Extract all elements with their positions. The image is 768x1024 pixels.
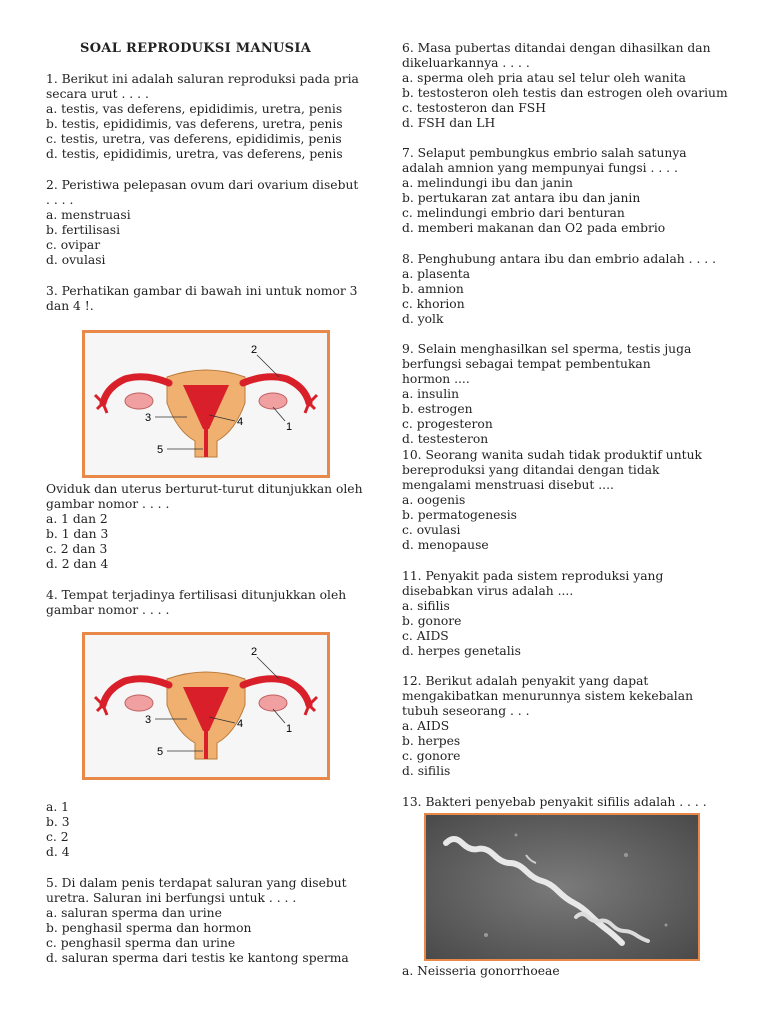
option-d: d. herpes genetalis (402, 644, 521, 658)
question-1 (46, 72, 366, 162)
uterus-diagram (85, 333, 327, 475)
option-c: c. penghasil sperma dan urine (46, 936, 236, 950)
option-d: d. testis, epididimis, uretra, vas deferens, penis (46, 147, 343, 161)
question-2 (46, 178, 366, 268)
question-stem: 4. Tempat terjadinya fertilisasi ditunjukkan oleh gambar nomor . . . . (46, 588, 347, 617)
option-d: d. FSH dan LH (402, 116, 496, 130)
figure-label-4: 4 (237, 416, 244, 428)
option-d: d. ovulasi (46, 253, 106, 267)
option-d: d. sifilis (402, 764, 451, 778)
option-c: c. 2 (46, 830, 69, 844)
question-stem: 12. Berikut adalah penyakit yang dapat mengakibatkan menurunnya sistem kekebalan tubuh seseorang . . . (402, 674, 693, 718)
option-c: c. testis, uretra, vas deferens, epididimis, penis (46, 132, 342, 146)
option-c: c. AIDS (402, 629, 449, 643)
reproductive-organ-figure-2 (82, 632, 330, 780)
question-stem: 13. Bakteri penyebab penyakit sifilis adalah . . . . (402, 795, 707, 809)
question-13-options (402, 964, 732, 979)
question-4-options (46, 800, 366, 860)
option-a: a. Neisseria gonorrhoeae (402, 964, 560, 978)
figure-label-2: 2 (251, 646, 258, 658)
option-c: c. ovipar (46, 238, 101, 252)
page-title: SOAL REPRODUKSI MANUSIA (80, 41, 312, 56)
option-a: a. 1 dan 2 (46, 512, 108, 526)
question-13 (402, 795, 732, 810)
option-a: a. insulin (402, 387, 460, 401)
option-b: b. permatogenesis (402, 508, 517, 522)
option-a: a. testis, vas deferens, epididimis, uretra, penis (46, 102, 343, 116)
option-c: c. khorion (402, 297, 465, 311)
option-c: c. 2 dan 3 (46, 542, 108, 556)
option-c: c. melindungi embrio dari benturan (402, 206, 625, 220)
question-stem: 5. Di dalam penis terdapat saluran yang disebut uretra. Saluran ini berfungsi untuk . . . . (46, 876, 347, 905)
option-c: c. progesteron (402, 417, 493, 431)
question-3-prompt (46, 482, 366, 572)
option-a: a. sperma oleh pria atau sel telur oleh wanita (402, 71, 686, 85)
question-stem: 10. Seorang wanita sudah tidak produktif untuk bereproduksi yang ditandai dengan tidak mengalami menstruasi disebut .... (402, 448, 702, 492)
option-a: a. plasenta (402, 267, 471, 281)
question-stem: 7. Selaput pembungkus embrio salah satunya adalah amnion yang mempunyai fungsi . . . . (402, 146, 687, 175)
question-stem: 2. Peristiwa pelepasan ovum dari ovarium disebut . . . . (46, 178, 359, 207)
figure-label-1: 1 (286, 421, 293, 433)
figure-label-3: 3 (145, 412, 152, 424)
question-8 (402, 252, 732, 327)
question-11 (402, 569, 702, 659)
option-d: d. yolk (402, 312, 444, 326)
figure-label-4: 4 (237, 718, 244, 730)
option-d: d. menopause (402, 538, 489, 552)
question-9 (402, 342, 702, 447)
option-a: a. AIDS (402, 719, 450, 733)
option-b: b. gonore (402, 614, 462, 628)
figure-label-3: 3 (145, 714, 152, 726)
figure-label-2: 2 (251, 344, 258, 356)
question-3 (46, 284, 366, 314)
option-d: d. memberi makanan dan O2 pada embrio (402, 221, 666, 235)
question-stem: 8. Penghubung antara ibu dan embrio adalah . . . . (402, 252, 716, 266)
option-b: b. fertilisasi (46, 223, 121, 237)
option-a: a. saluran sperma dan urine (46, 906, 222, 920)
option-d: d. saluran sperma dari testis ke kantong sperma (46, 951, 349, 965)
option-a: a. oogenis (402, 493, 466, 507)
option-b: b. amnion (402, 282, 464, 296)
reproductive-organ-figure-1 (82, 330, 330, 478)
treponema-micrograph (424, 813, 700, 961)
option-a: a. melindungi ibu dan janin (402, 176, 573, 190)
question-stem: 11. Penyakit pada sistem reproduksi yang disebabkan virus adalah .... (402, 569, 664, 598)
question-6 (402, 41, 732, 131)
option-b: b. testosteron oleh testis dan estrogen oleh ovarium (402, 86, 728, 100)
question-stem: 6. Masa pubertas ditandai dengan dihasilkan dan dikeluarkannya . . . . (402, 41, 711, 70)
bacteria-image (426, 815, 698, 959)
option-b: b. penghasil sperma dan hormon (46, 921, 252, 935)
question-5 (46, 876, 366, 966)
option-d: d. testesteron (402, 432, 489, 446)
question-stem: 3. Perhatikan gambar di bawah ini untuk nomor 3 dan 4 !. (46, 284, 358, 313)
option-a: a. menstruasi (46, 208, 131, 222)
question-12 (402, 674, 702, 779)
uterus-diagram (85, 635, 327, 777)
option-a: a. sifilis (402, 599, 450, 613)
question-stem: 9. Selain menghasilkan sel sperma, testis juga berfungsi sebagai tempat pembentukan hormon .... (402, 342, 692, 386)
option-b: b. pertukaran zat antara ibu dan janin (402, 191, 641, 205)
option-b: b. herpes (402, 734, 461, 748)
option-c: c. ovulasi (402, 523, 461, 537)
option-a: a. 1 (46, 800, 69, 814)
option-c: c. gonore (402, 749, 461, 763)
figure-label-5: 5 (157, 444, 164, 456)
option-b: b. estrogen (402, 402, 473, 416)
option-d: d. 2 dan 4 (46, 557, 109, 571)
option-d: d. 4 (46, 845, 70, 859)
question-4 (46, 588, 366, 618)
question-stem: 1. Berikut ini adalah saluran reproduksi pada pria secara urut . . . . (46, 72, 359, 101)
question-10 (402, 448, 702, 553)
question-7 (402, 146, 702, 236)
question-stem: Oviduk dan uterus berturut-turut ditunjukkan oleh gambar nomor . . . . (46, 482, 363, 511)
option-c: c. testosteron dan FSH (402, 101, 546, 115)
figure-label-5: 5 (157, 746, 164, 758)
figure-label-1: 1 (286, 723, 293, 735)
option-b: b. 3 (46, 815, 70, 829)
option-b: b. 1 dan 3 (46, 527, 109, 541)
option-b: b. testis, epididimis, vas deferens, uretra, penis (46, 117, 343, 131)
